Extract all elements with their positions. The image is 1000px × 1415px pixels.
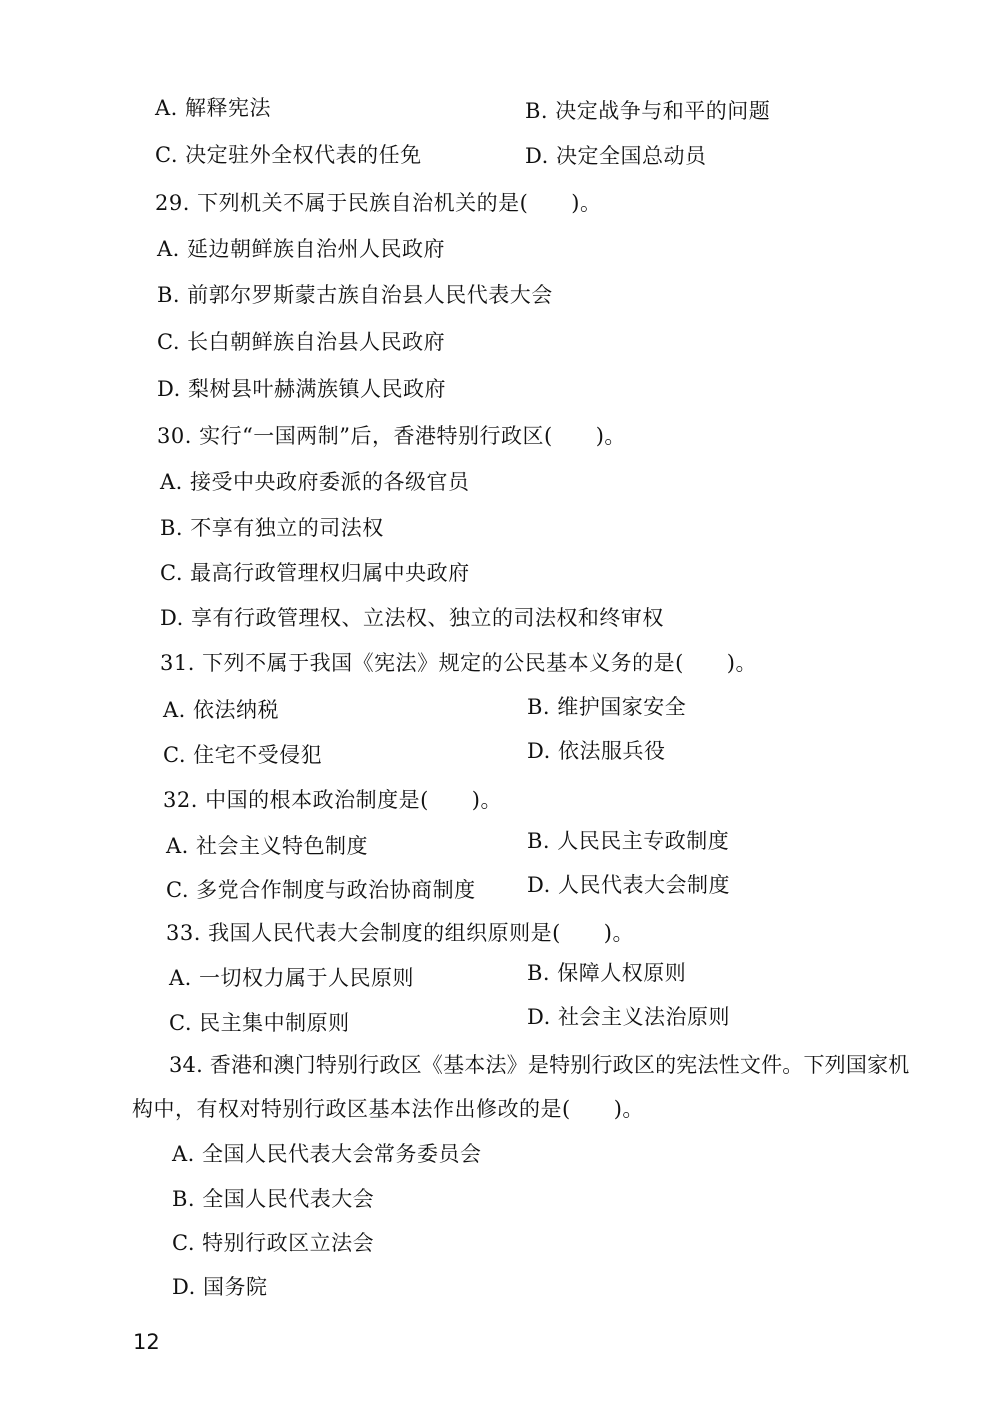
q28-option-d: D. 决定全国总动员 bbox=[525, 144, 707, 168]
q32-option-a: A. 社会主义特色制度 bbox=[166, 834, 369, 858]
q34-stem-line-1: 34. 香港和澳门特别行政区《基本法》是特别行政区的宪法性文件。下列国家机 bbox=[169, 1053, 910, 1077]
q33-option-b: B. 保障人权原则 bbox=[527, 961, 687, 985]
q33-option-c: C. 民主集中制原则 bbox=[169, 1011, 350, 1035]
q31-option-c: C. 住宅不受侵犯 bbox=[163, 743, 323, 767]
q31-option-a: A. 依法纳税 bbox=[163, 698, 280, 722]
q34-option-a: A. 全国人民代表大会常务委员会 bbox=[172, 1142, 482, 1166]
q30-option-c: C. 最高行政管理权归属中央政府 bbox=[160, 561, 470, 585]
q30-stem: 30. 实行“一国两制”后，香港特别行政区( )。 bbox=[157, 424, 626, 448]
q34-option-c: C. 特别行政区立法会 bbox=[172, 1231, 375, 1255]
q28-option-c: C. 决定驻外全权代表的任免 bbox=[155, 143, 422, 167]
q33-option-a: A. 一切权力属于人民原则 bbox=[169, 966, 415, 990]
q34-option-d: D. 国务院 bbox=[172, 1275, 268, 1299]
q34-stem-line-2: 构中，有权对特别行政区基本法作出修改的是( )。 bbox=[132, 1097, 644, 1121]
q30-option-a: A. 接受中央政府委派的各级官员 bbox=[160, 470, 470, 494]
q29-option-d: D. 梨树县叶赫满族镇人民政府 bbox=[157, 377, 446, 401]
q28-option-b: B. 决定战争与和平的问题 bbox=[525, 99, 771, 123]
q29-option-c: C. 长白朝鲜族自治县人民政府 bbox=[157, 330, 446, 354]
q33-option-d: D. 社会主义法治原则 bbox=[527, 1005, 730, 1029]
q31-option-b: B. 维护国家安全 bbox=[527, 695, 687, 719]
q32-option-d: D. 人民代表大会制度 bbox=[527, 873, 730, 897]
q32-option-b: B. 人民民主专政制度 bbox=[527, 829, 730, 853]
q29-option-a: A. 延边朝鲜族自治州人民政府 bbox=[157, 237, 446, 261]
q32-option-c: C. 多党合作制度与政治协商制度 bbox=[166, 878, 476, 902]
q31-option-d: D. 依法服兵役 bbox=[527, 739, 666, 763]
q30-option-b: B. 不享有独立的司法权 bbox=[160, 516, 384, 540]
q28-option-a: A. 解释宪法 bbox=[155, 96, 272, 120]
q33-stem: 33. 我国人民代表大会制度的组织原则是( )。 bbox=[166, 921, 634, 945]
q29-option-b: B. 前郭尔罗斯蒙古族自治县人民代表大会 bbox=[157, 283, 553, 307]
q32-stem: 32. 中国的根本政治制度是( )。 bbox=[163, 788, 502, 812]
q30-option-d: D. 享有行政管理权、立法权、独立的司法权和终审权 bbox=[160, 606, 664, 630]
page-number: 12 bbox=[133, 1330, 160, 1354]
q31-stem: 31. 下列不属于我国《宪法》规定的公民基本义务的是( )。 bbox=[160, 651, 757, 675]
q34-option-b: B. 全国人民代表大会 bbox=[172, 1187, 375, 1211]
q29-stem: 29. 下列机关不属于民族自治机关的是( )。 bbox=[155, 191, 602, 215]
